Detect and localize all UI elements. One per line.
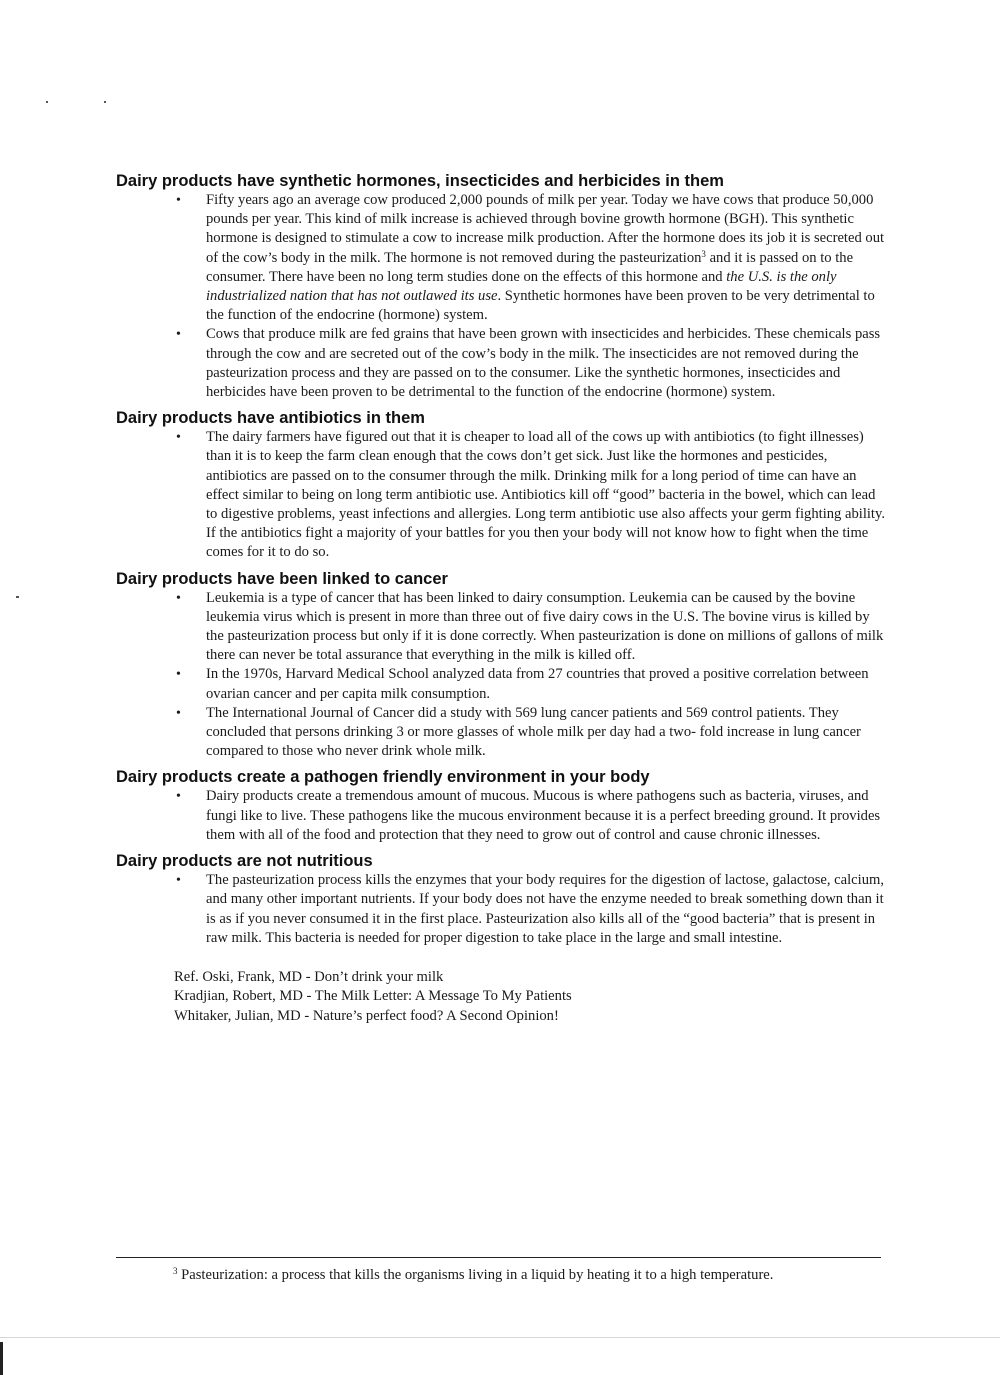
bullet-list xyxy=(116,787,886,845)
bullet-item xyxy=(116,704,886,762)
bullet-text: In the 1970s, Harvard Medical School analyzed data from 27 countries that proved a positive correlation between ovarian cancer and per capita milk consumption. xyxy=(206,666,869,702)
bullet-list xyxy=(116,191,886,402)
bullet-icon: • xyxy=(176,705,181,721)
reference-item: Whitaker, Julian, MD - Nature’s perfect food? A Second Opinion! xyxy=(174,1007,559,1024)
reference-item: Ref. Oski, Frank, MD - Don’t drink your milk xyxy=(174,968,444,985)
section-title: Dairy products have antibiotics in them xyxy=(116,409,425,428)
bullet-icon: • xyxy=(176,789,181,805)
references xyxy=(116,968,886,1027)
section-cancer xyxy=(116,569,886,762)
scan-edge-bar xyxy=(0,1342,3,1375)
section-pathogens xyxy=(116,767,886,845)
footnote-number: 3 xyxy=(173,1266,178,1276)
scan-speck xyxy=(16,596,19,598)
bullet-icon: • xyxy=(176,327,181,343)
bullet-list xyxy=(116,589,886,762)
footnote-ref: 3 xyxy=(701,248,706,259)
bullet-item xyxy=(116,871,886,948)
bullet-icon: • xyxy=(176,590,181,606)
bullet-item xyxy=(116,191,886,325)
bullet-text: The pasteurization process kills the enzymes that your body requires for the digestion of lactose, galactose, calcium, and many other important nutrients. If your body does not have the enzyme needed to break something down than it is as if you never consumed it in the first place. Pasteurization also kills all of the “good bacteria” that is present in raw milk. This bacteria is needed for proper digestion to take place in the large and small intestine. xyxy=(206,872,884,946)
section-hormones xyxy=(116,171,886,402)
main-content xyxy=(116,171,886,1026)
section-nutrition xyxy=(116,851,886,948)
scan-speck xyxy=(46,101,48,103)
bullet-item xyxy=(116,787,886,845)
bullet-item xyxy=(116,325,886,402)
footnote-text: Pasteurization: a process that kills the organisms living in a liquid by heating it to a high temperature. xyxy=(181,1267,774,1283)
bullet-list xyxy=(116,871,886,948)
bullet-text: Leukemia is a type of cancer that has been linked to dairy consumption. Leukemia can be caused by the bovine leukemia virus which is present in more than three out of five dairy cows in the U.S. The bovine virus is killed by the pasteurization process but only if it is done correctly. When pasteurization is done on millions of gallons of milk there can never be total assurance that everything in the milk is killed off. xyxy=(206,589,884,664)
bullet-text: Dairy products create a tremendous amount of mucous. Mucous is where pathogens such as bacteria, viruses, and fungi like to live. These pathogens like the mucous environment because it is a perfect breeding ground. It provides them with all of the food and protection that they need to grow out of control and cause chronic illnesses. xyxy=(206,788,881,843)
bullet-icon: • xyxy=(176,193,181,208)
bullet-icon: • xyxy=(176,430,181,446)
bullet-text: Cows that produce milk are fed grains that have been grown with insecticides and herbicides. These chemicals pass through the cow and are secreted out of the cow’s body in the milk. The insecticides are not removed during the pasteurization process and they are passed on to the consumer. Like the synthetic hormones, insecticides and herbicides have been proven to be detrimental to the function of the endocrine (hormone) system. xyxy=(206,326,881,401)
footnote-divider xyxy=(116,1257,881,1258)
bullet-text: The International Journal of Cancer did a study with 569 lung cancer patients and 569 control patients. They concluded that persons drinking 3 or more glasses of whole milk per day had a two- fold increase in lung cancer compared to those who never drink whole milk. xyxy=(206,704,861,760)
section-antibiotics xyxy=(116,408,886,562)
emphasis-text: the U.S. is the only industrialized nation that has not outlawed its use xyxy=(206,268,837,305)
reference-item: Kradjian, Robert, MD - The Milk Letter: A Message To My Patients xyxy=(174,988,572,1005)
section-title: Dairy products are not nutritious xyxy=(116,852,373,871)
scan-speck xyxy=(104,101,106,103)
bullet-text: . Synthetic hormones have been proven to be very detrimental to the function of the endocrine (hormone) system. xyxy=(206,288,875,324)
bullet-icon: • xyxy=(176,667,181,683)
footnote xyxy=(173,1266,893,1285)
bullet-text: The dairy farmers have figured out that it is cheaper to load all of the cows up with antibiotics (to fight illnesses) than it is to keep the farm clean enough that the cows don’t get sick. Just like the hormones and pesticides, antibiotics are passed on to the consumer through the milk. Drinking milk for a long period of time can have an effect similar to being on long term antibiotic use. Antibiotics kill off “good” bacteria in the bowel, which can lead to digestive problems, yeast infections and allergies. Long term antibiotic use also affects your germ fighting ability. If the antibiotics fight a majority of your battles for you then your body will not know how to fight when the time comes for it to do so. xyxy=(206,429,885,561)
section-title: Dairy products have synthetic hormones, insecticides and herbicides in them xyxy=(116,172,724,190)
section-title: Dairy products have been linked to cancer xyxy=(116,569,448,588)
bullet-item xyxy=(116,589,886,666)
bullet-text: and it is passed on to the consumer. There have been no long term studies done on the effects of this hormone and xyxy=(206,249,854,285)
bullet-list xyxy=(116,428,886,562)
section-title: Dairy products create a pathogen friendly environment in your body xyxy=(116,768,650,787)
bullet-icon: • xyxy=(176,873,181,889)
bullet-text: Fifty years ago an average cow produced 2,000 pounds of milk per year. Today we have cows that produce 50,000 pounds per year. This kind of milk increase is achieved through bovine growth hormone (BGH). This synthetic hormone is designed to stimulate a cow to increase milk production. After the hormone does its job it is secreted out of the cow’s body in the milk. The hormone is not removed during the pasteurization xyxy=(206,192,885,266)
bullet-item xyxy=(116,428,886,562)
scan-edge-line xyxy=(0,1337,1000,1338)
bullet-item xyxy=(116,665,886,703)
